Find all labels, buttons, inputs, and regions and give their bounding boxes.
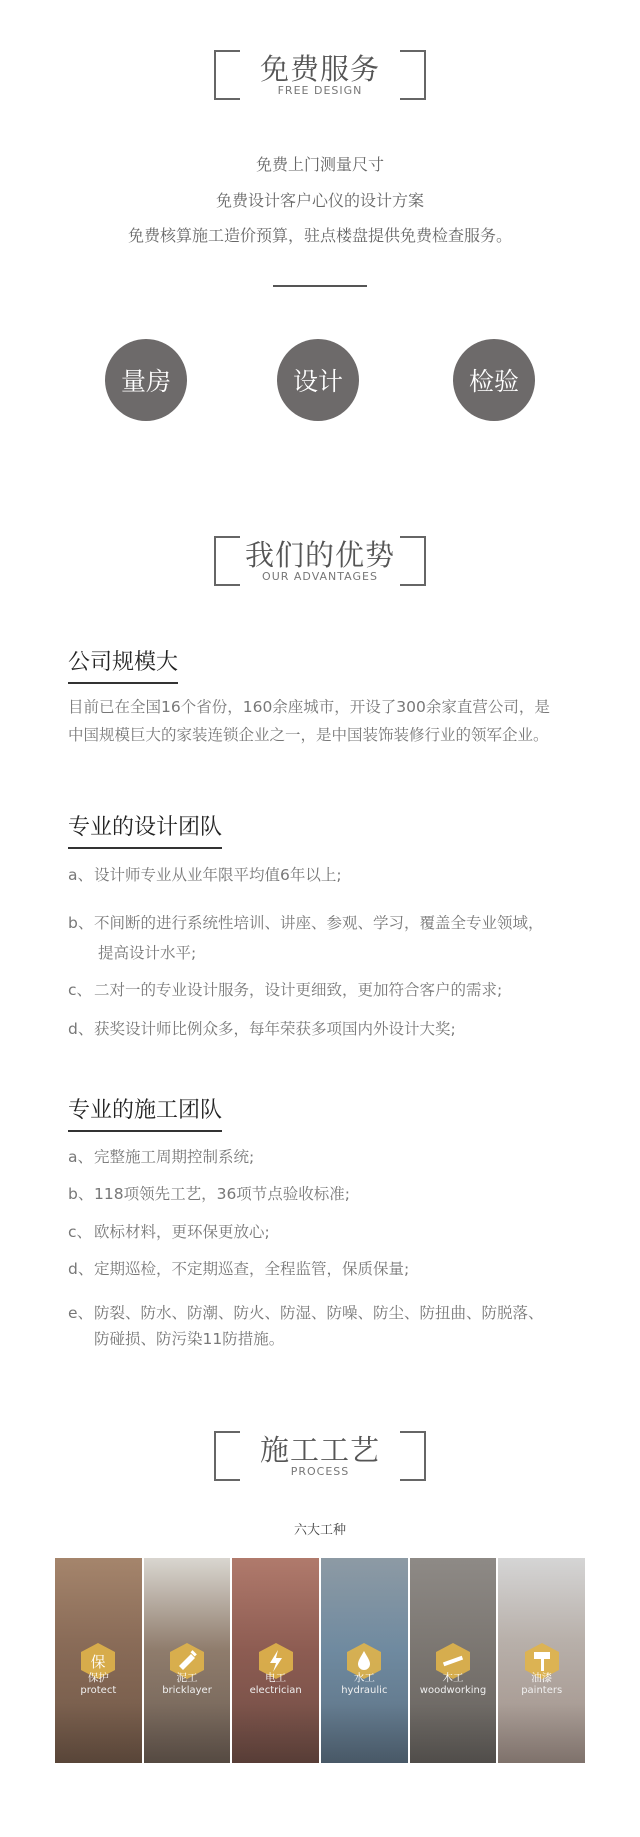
list-item (68, 861, 634, 890)
trade-cn: 泥工 (176, 1672, 198, 1684)
scale-line: 目前已在全国16个省份，160余座城市，开设了300余家直营公司，是 (68, 698, 550, 716)
design-circle: 设计 (277, 339, 359, 421)
list-label: a、 (68, 866, 93, 884)
trade-panels (55, 1558, 585, 1763)
advantages-title (214, 536, 426, 584)
list-label: d、 (68, 1020, 94, 1038)
trade-en: bricklayer (162, 1685, 212, 1696)
list-text: 防裂、防水、防潮、防火、防湿、防噪、防尘、防扭曲、防脱落、 (94, 1304, 544, 1322)
list-label: d、 (68, 1260, 94, 1278)
list-item (68, 1299, 634, 1328)
trade-en: electrician (249, 1685, 302, 1696)
list-item (68, 1218, 634, 1247)
list-text: 定期巡检，不定期巡查，全程监管，保质保量; (94, 1260, 410, 1278)
trade-panel-electrician (232, 1558, 319, 1763)
trade-panel-protect (55, 1558, 142, 1763)
free-service-title-en: FREE DESIGN (277, 84, 363, 97)
process-title-cn: 施工工艺 (259, 1433, 380, 1467)
list-item (68, 1015, 634, 1044)
trade-panel-bricklayer (144, 1558, 231, 1763)
divider (273, 285, 367, 287)
list-text: 获奖设计师比例众多，每年荣获多项国内外设计大奖; (94, 1020, 456, 1038)
list-label: b、 (68, 1185, 94, 1203)
process-subtitle: 六大工种 (293, 1523, 346, 1538)
process-title (214, 1431, 426, 1479)
free-service-title-cn: 免费服务 (259, 52, 380, 86)
design-team-title: 专业的设计团队 (68, 810, 222, 849)
list-text: 欧标材料，更环保更放心; (94, 1223, 270, 1241)
free-service-line: 免费上门测量尺寸 (255, 155, 384, 174)
trade-en: hydraulic (341, 1685, 388, 1696)
trade-en: painters (521, 1685, 563, 1696)
advantages-title-en: OUR ADVANTAGES (262, 570, 378, 583)
list-item (68, 976, 634, 1005)
trade-panel-hydraulic (321, 1558, 408, 1763)
list-item (68, 1180, 634, 1209)
trade-cn: 木工 (442, 1672, 464, 1684)
trade-cn: 保护 (87, 1672, 109, 1684)
list-text: 防碰损、防污染11防措施。 (94, 1330, 285, 1348)
list-label: e、 (68, 1304, 94, 1322)
measure-circle: 量房 (105, 339, 187, 421)
scale-title: 公司规模大 (68, 645, 178, 684)
trade-cn: 电工 (265, 1672, 287, 1684)
list-label: a、 (68, 1148, 93, 1166)
list-text: 118项领先工艺，36项节点验收标准; (94, 1185, 351, 1203)
list-label: b、 (68, 914, 94, 932)
trade-panel-painters (498, 1558, 585, 1763)
list-text: 不间断的进行系统性培训、讲座、参观、学习，覆盖全专业领域， (94, 914, 544, 932)
list-text: 提高设计水平; (98, 944, 197, 962)
process-title-en: PROCESS (290, 1465, 350, 1478)
list-text: 完整施工周期控制系统; (94, 1148, 255, 1166)
construction-team-title: 专业的施工团队 (68, 1093, 222, 1132)
protect-icon-glyph: 保 (90, 1653, 106, 1671)
free-service-line: 免费设计客户心仪的设计方案 (215, 191, 424, 210)
list-item-continued (68, 1325, 634, 1354)
trade-en: protect (80, 1685, 117, 1696)
inspect-circle: 检验 (453, 339, 535, 421)
list-text: 设计师专业从业年限平均值6年以上; (94, 866, 342, 884)
free-service-line: 免费核算施工造价预算，驻点楼盘提供免费检查服务。 (127, 226, 512, 245)
free-service-title (214, 50, 426, 98)
list-item (68, 909, 634, 938)
scale-line: 中国规模巨大的家装连锁企业之一，是中国装饰装修行业的领军企业。 (68, 726, 549, 744)
list-text: 二对一的专业设计服务，设计更细致，更加符合客户的需求; (94, 981, 503, 999)
trade-cn: 水工 (353, 1672, 375, 1684)
trade-en: woodworking (419, 1685, 487, 1696)
trade-panel-woodworking (410, 1558, 497, 1763)
list-item-continued (68, 939, 638, 968)
list-item (68, 1255, 634, 1284)
list-label: c、 (68, 981, 93, 999)
advantages-title-cn: 我们的优势 (244, 538, 395, 572)
trade-cn: 油漆 (531, 1672, 553, 1684)
list-item (68, 1143, 634, 1172)
list-label: c、 (68, 1223, 93, 1241)
